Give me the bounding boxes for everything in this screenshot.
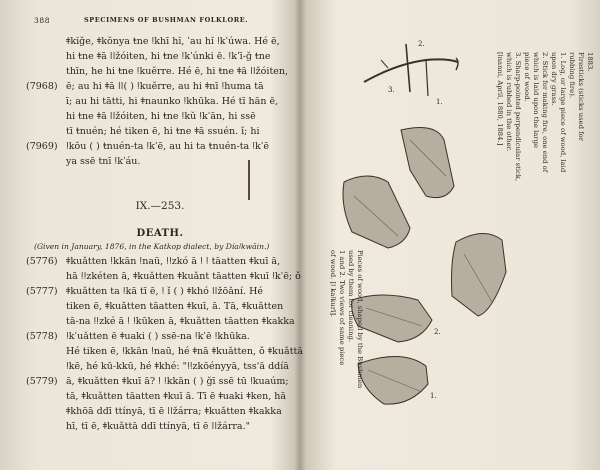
caption-line: of wood. [ǀ kaǃkurī]. <box>329 250 337 318</box>
caption-line: upon dry grass. <box>550 52 558 106</box>
line-number: (5779) <box>26 376 58 387</box>
text-line: hā ǃǃzkéten ā, ǂkuǎtten ǂkuǎnt tāatten ǂkuī ǃkˈē; ǒ <box>66 271 301 282</box>
text-line: hi ŧne ǂā ǀǀžóiten, hi ŧne ǃkˈúnki ē. ǃkˈī-ǧ ŧne <box>66 51 271 62</box>
caption-line: Pieces of wood, shaped by the Bushmen <box>356 250 364 389</box>
text-line: Hé tiken ē, ǃkkān ǃnaū, hé ǂnā ǂkuǎtten, ǒ ǂkuǎttā <box>66 346 303 357</box>
text-line: hi ŧne ǂā ǀǀžóiten, hi ŧne ǃkŭ ǃkˈān, hi ssē <box>66 111 256 122</box>
line-number: (7969) <box>26 141 58 152</box>
text-line: ǂkhōā ddī ttínyā, tī ē ǀǀžárra; ǂkuǎtten ǂkakka <box>66 406 282 417</box>
figure-label: 1. <box>436 98 443 106</box>
text-line: tā, ǂkuǎtten tāatten ǂkuī ā. Tī ē ǂuaki ǂken, hā <box>66 391 287 402</box>
text-line: hī, tī ē, ǂkuǎttā ddī ttínyā, tī ē ǀǀžárra." <box>66 421 250 432</box>
text-line: ya ssē tnī ǃkˈáu. <box>66 156 141 167</box>
text-line: ē; au hi ǂā ǀǀ( ) ǃkuĕrre, au hi ǂnī ǃhuma tā <box>66 81 264 92</box>
text-line: ī; au hi tātti, hi ǂnaunko ǃkhūka. Hé tī hān ē, <box>66 96 279 107</box>
text-line: ǃkŏu ( ) ŧnuén-ta ǃkˈē, au hi ta ŧnuén-ta ǃkˈē <box>66 141 269 152</box>
running-title: SPECIMENS OF BUSHMAN FOLKLORE. <box>84 16 249 24</box>
text-line: ā, ǂkuǎtten ǂkuī ā? ǃ ǃkkān ( ) ǧī ssē tū ǃkuaúm; <box>66 376 289 387</box>
caption-line: 1883. <box>586 52 594 72</box>
figure-label: 2. <box>434 328 441 336</box>
caption-line: which is rubbed in the other. <box>505 52 513 152</box>
text-line: ǂkuǎtten ta ǃkā tī ē, ǃ ǐ ( ) ǂkhó ǀǀžōǎní. Hé <box>66 286 263 297</box>
text-line: ǃkˈuǎtten ē ǂuaki ( ) ssē-na ǃkˈē ǃkhūka. <box>66 331 250 342</box>
section-title: DEATH. <box>136 228 184 239</box>
caption-line: used by them for cleaning. <box>347 250 355 343</box>
section-note: (Given in January, 1876, in the Katkop dialect, by Díaǃkwāin.) <box>34 242 270 251</box>
line-number: (7968) <box>26 81 58 92</box>
page-number: 388 <box>34 16 51 25</box>
caption-line: 1 and 2. Two views of same piece <box>338 250 346 366</box>
text-line: ǂkĭǧe, ǂkŏnya ŧne ǃkhī hĭ, ˈau hĭ ǃkˈúwa. Hé ē, <box>66 36 280 47</box>
caption-line: 3. Sharp-pointed perpendicular stick, <box>514 52 522 182</box>
figure-label: 1. <box>430 392 437 400</box>
caption-line: [ǀnanni, April, 1880, 1884.] <box>496 52 504 146</box>
text-line: ǃkē, hé kū-kkū, hé ǂkhé: "ǃǃzkōényyā, tss'ā ddíā <box>66 361 289 372</box>
caption-line: piece of wood. <box>523 52 531 102</box>
right-page <box>306 0 600 470</box>
caption-line: rubbing fire). <box>568 52 576 99</box>
text-line: thīn, he hi ŧne ǃkuĕrre. Hé ē, hi ŧne ǂā ǀǀžóiten, <box>66 66 289 77</box>
wood-piece <box>343 128 506 405</box>
line-number: (5778) <box>26 331 58 342</box>
section-number: IX.—253. <box>26 200 294 212</box>
caption-line: Firesticks (sticks used for <box>577 52 585 142</box>
firestick-drawing <box>364 44 458 96</box>
line-number: (5777) <box>26 286 58 297</box>
line-number: (5776) <box>26 256 58 267</box>
text-line: tī ŧnuén; hé tiken ē, hi ŧne ǂā ssuén. ǐ; hi <box>66 126 260 137</box>
caption-line: 2. Stick for making fire, one end of <box>541 52 549 173</box>
caption-line: which is laid upon the large <box>532 52 540 148</box>
left-page <box>26 10 303 460</box>
figure-label: 3. <box>388 86 395 94</box>
running-head <box>34 16 296 28</box>
text-line: tiken ē, ǂkuǎtten tāatten ǂkuī, ā. Tā, ǂkuǎtten <box>66 301 284 312</box>
caption-line: 1. Log, or large piece of wood, laid <box>559 52 567 173</box>
vertical-rule <box>248 160 250 200</box>
figure-label: 2. <box>418 40 425 48</box>
text-line: tā-na ǃǃzké ā ǃ ǃkūken ā, ǂkuǎtten tāatten ǂkakka <box>66 316 295 327</box>
text-line: ǂkuǎtten ǃkkān ǃnaū, ǃǃzkó ā ǃ ǃ tāatten ǂkuī ā, <box>66 256 281 267</box>
